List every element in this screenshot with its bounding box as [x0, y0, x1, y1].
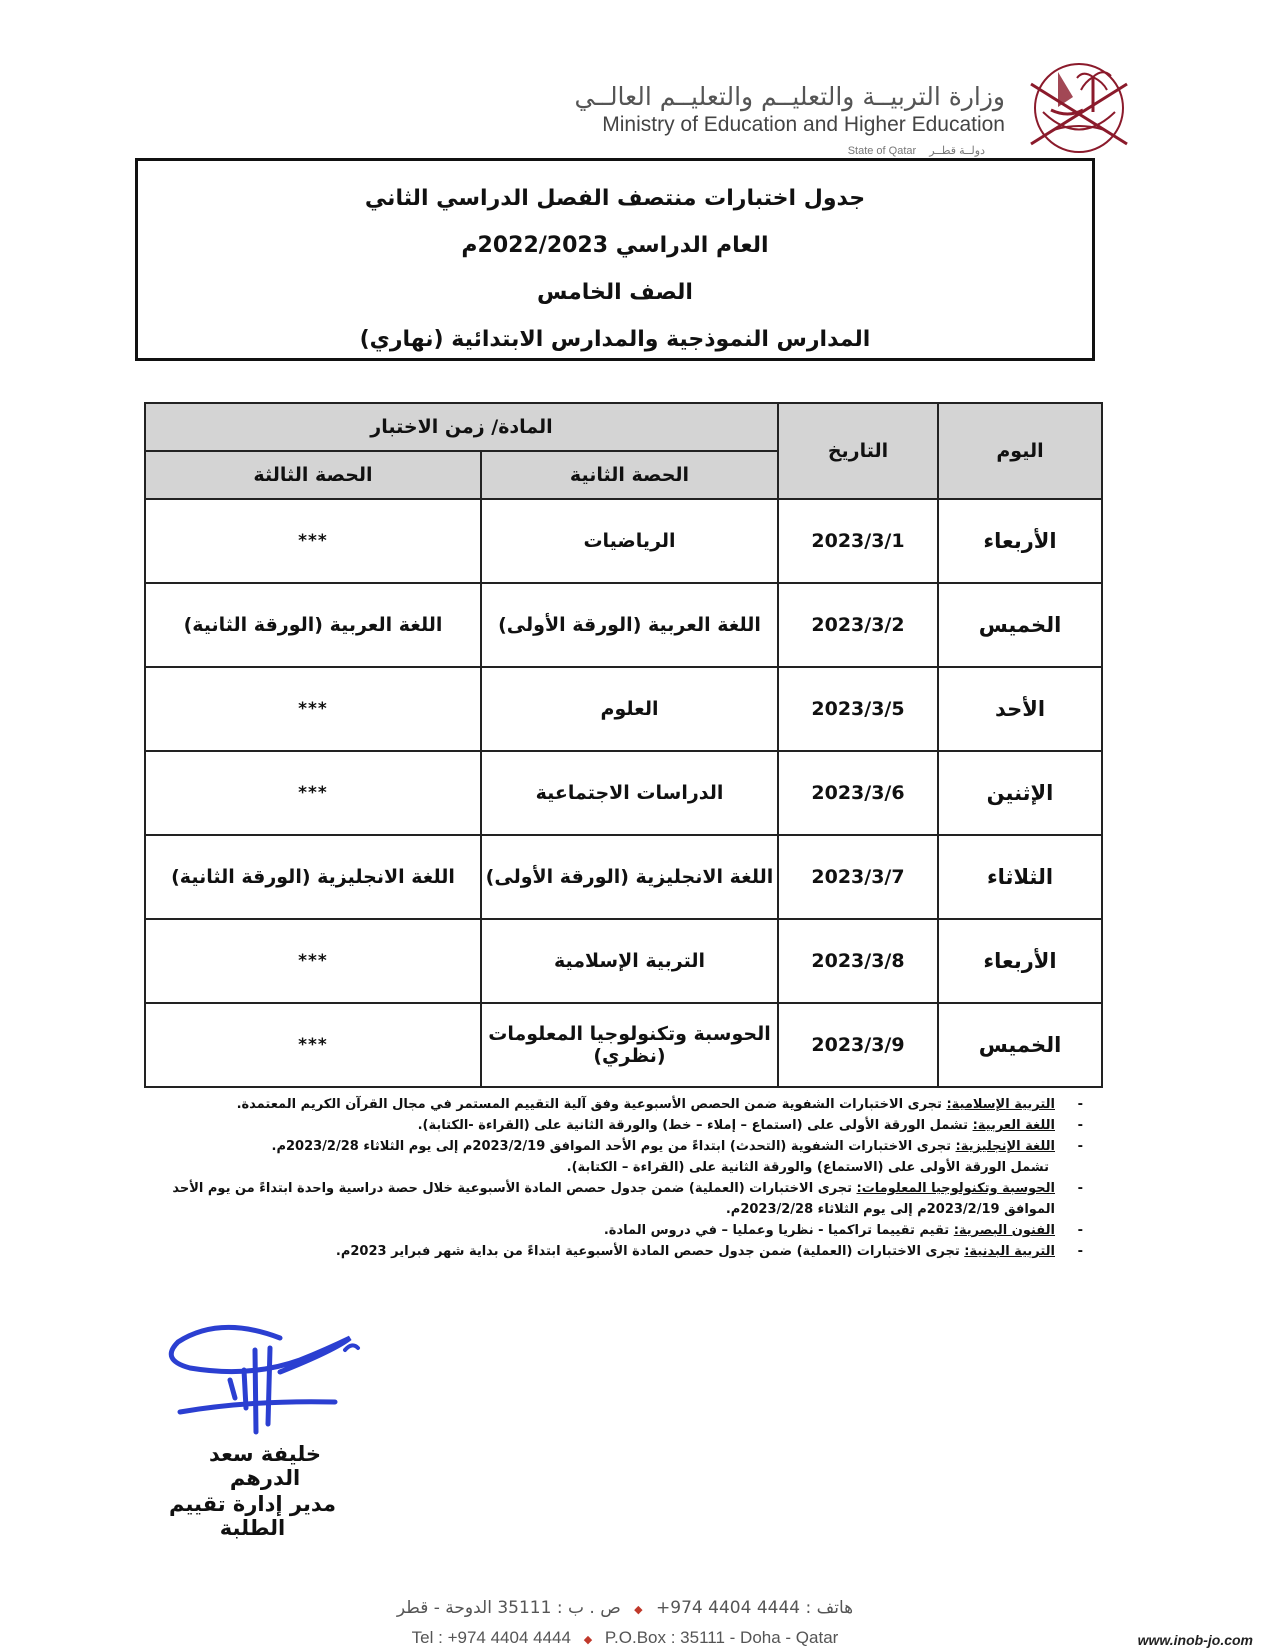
diamond-icon: ◆	[583, 1634, 593, 1646]
signature-mark	[160, 1320, 370, 1435]
footer-pobox-ar: ص . ب : 35111	[497, 1598, 621, 1618]
period-2-cell: العلوم	[481, 667, 778, 751]
day-cell: الأربعاء	[938, 919, 1102, 1003]
day-cell: الخميس	[938, 1003, 1102, 1087]
header-day: اليوم	[938, 403, 1102, 499]
date-cell: 2023/3/6	[778, 751, 938, 835]
table-row	[145, 667, 1102, 751]
date-cell: 2023/3/8	[778, 919, 938, 1003]
header-period-3: الحصة الثالثة	[145, 451, 481, 499]
header-date: التاريخ	[778, 403, 938, 499]
note-item	[170, 1136, 1083, 1157]
footer-phone-en: Tel : +974 4404 4444	[411, 1628, 571, 1647]
ministry-name-ar: وزارة التربيــة والتعليــم والتعليــم العالــي	[574, 82, 1005, 111]
note-label: اللغة الإنجليزية:	[955, 1139, 1055, 1154]
diamond-icon: ◆	[634, 1603, 643, 1616]
note-text: تجرى الاختبارات الشفوية (التحدث) ابتداءً من يوم الأحد الموافق 2023/2/19م إلى يوم الثلاثاء 2023/2/28م.	[271, 1139, 956, 1154]
period-3-cell: ***	[145, 499, 481, 583]
state-ar: دولــة قطــر	[929, 145, 985, 157]
header-subject-time: المادة/ زمن الاختبار	[145, 403, 778, 451]
ministry-name-en: Ministry of Education and Higher Education	[602, 113, 1005, 136]
note-bullet: -	[1077, 1139, 1083, 1154]
period-3-cell: اللغة الانجليزية (الورقة الثانية)	[145, 835, 481, 919]
note-text: تشمل الورقة الأولى على (الاستماع) والورقة الثانية على (القراءة – الكتابة).	[566, 1160, 1049, 1175]
footer-contact-en	[375, 1628, 875, 1648]
table-row	[145, 835, 1102, 919]
footer-city-en: - Doha - Qatar	[729, 1628, 839, 1647]
note-item	[170, 1157, 1055, 1178]
date-cell: 2023/3/1	[778, 499, 938, 583]
note-bullet: -	[1077, 1097, 1083, 1112]
signatory-title: مدير إدارة تقييم الطلبة	[169, 1492, 336, 1540]
note-bullet: -	[1077, 1181, 1083, 1196]
footer-phone-ar: هاتف : 4444 4404 974+	[656, 1598, 854, 1618]
day-cell: الخميس	[938, 583, 1102, 667]
period-3-cell: ***	[145, 751, 481, 835]
period-2-cell: اللغة العربية (الورقة الأولى)	[481, 583, 778, 667]
footer-contact-ar	[375, 1598, 875, 1618]
note-item	[170, 1241, 1083, 1262]
note-bullet: -	[1077, 1118, 1083, 1133]
note-text: تشمل الورقة الأولى على (استماع – إملاء – خط) والورقة الثانية على (القراءة -الكتابة).	[417, 1118, 973, 1133]
note-item	[170, 1178, 1083, 1220]
note-label: التربية الإسلامية:	[946, 1097, 1055, 1112]
academic-year: العام الدراسي 2022/2023م	[461, 233, 769, 258]
note-bullet: -	[1077, 1244, 1083, 1259]
note-item	[170, 1094, 1083, 1115]
date-cell: 2023/3/9	[778, 1003, 938, 1087]
period-2-cell: اللغة الانجليزية (الورقة الأولى)	[481, 835, 778, 919]
note-label: الحوسبة وتكنولوجيا المعلومات:	[856, 1181, 1055, 1196]
period-3-cell: ***	[145, 667, 481, 751]
notes-list	[170, 1094, 1083, 1262]
note-text: تقيم تقييما تراكميا - نظريا وعمليا – في دروس المادة.	[603, 1223, 954, 1238]
period-2-cell: الرياضيات	[481, 499, 778, 583]
table-row	[145, 1003, 1102, 1087]
table-row	[145, 499, 1102, 583]
note-item	[170, 1115, 1083, 1136]
note-item	[170, 1220, 1083, 1241]
state-line	[838, 144, 985, 157]
note-label: اللغة العربية:	[972, 1118, 1055, 1133]
table-row	[145, 583, 1102, 667]
date-cell: 2023/3/5	[778, 667, 938, 751]
title-box	[135, 158, 1095, 361]
period-2-cell: التربية الإسلامية	[481, 919, 778, 1003]
state-en: State of Qatar	[847, 145, 917, 157]
date-cell: 2023/3/2	[778, 583, 938, 667]
header-period-2: الحصة الثانية	[481, 451, 778, 499]
qatar-emblem-icon	[1023, 52, 1135, 162]
footer-pobox-en: P.O.Box : 35111	[604, 1628, 725, 1647]
date-cell: 2023/3/7	[778, 835, 938, 919]
ministry-header	[574, 82, 1005, 137]
period-3-cell: ***	[145, 1003, 481, 1087]
exam-schedule-table	[144, 402, 1103, 1088]
table-row	[145, 751, 1102, 835]
note-label: الفنون البصرية:	[953, 1223, 1055, 1238]
day-cell: الإثنين	[938, 751, 1102, 835]
grade-level: الصف الخامس	[537, 280, 693, 305]
period-3-cell: ***	[145, 919, 481, 1003]
period-3-cell: اللغة العربية (الورقة الثانية)	[145, 583, 481, 667]
note-text: تجرى الاختبارات (العملية) ضمن جدول حصص المادة الأسبوعية ابتداءً من بداية شهر فبراير 2023م.	[335, 1244, 965, 1259]
note-text: تجرى الاختبارات الشفوية ضمن الحصص الأسبوعية وفق آلية التقييم المستمر في مجال القرآن الكريم المعتمدة.	[236, 1097, 947, 1112]
day-cell: الأحد	[938, 667, 1102, 751]
note-text: تجرى الاختبارات (العملية) ضمن جدول حصص المادة الأسبوعية خلال حصة دراسية واحدة ابتداءً من يوم الأحد الموافق 2023/2/19م إلى يوم الثلاثاء 2023/2/28م.	[172, 1181, 1055, 1217]
note-bullet: -	[1077, 1223, 1083, 1238]
schedule-title: جدول اختبارات منتصف الفصل الدراسي الثاني	[364, 186, 866, 211]
period-2-cell: الدراسات الاجتماعية	[481, 751, 778, 835]
signatory-name: خليفة سعد الدرهم	[208, 1442, 322, 1490]
schools-type: المدارس النموذجية والمدارس الابتدائية (نهاري)	[359, 327, 871, 352]
website-link[interactable]: www.inob-jo.com	[1137, 1632, 1253, 1648]
note-label: التربية البدنية:	[964, 1244, 1055, 1259]
day-cell: الثلاثاء	[938, 835, 1102, 919]
day-cell: الأربعاء	[938, 499, 1102, 583]
footer-city-ar: الدوحة - قطر	[396, 1598, 492, 1618]
period-2-cell: الحوسبة وتكنولوجيا المعلومات (نظري)	[481, 1003, 778, 1087]
table-row	[145, 919, 1102, 1003]
